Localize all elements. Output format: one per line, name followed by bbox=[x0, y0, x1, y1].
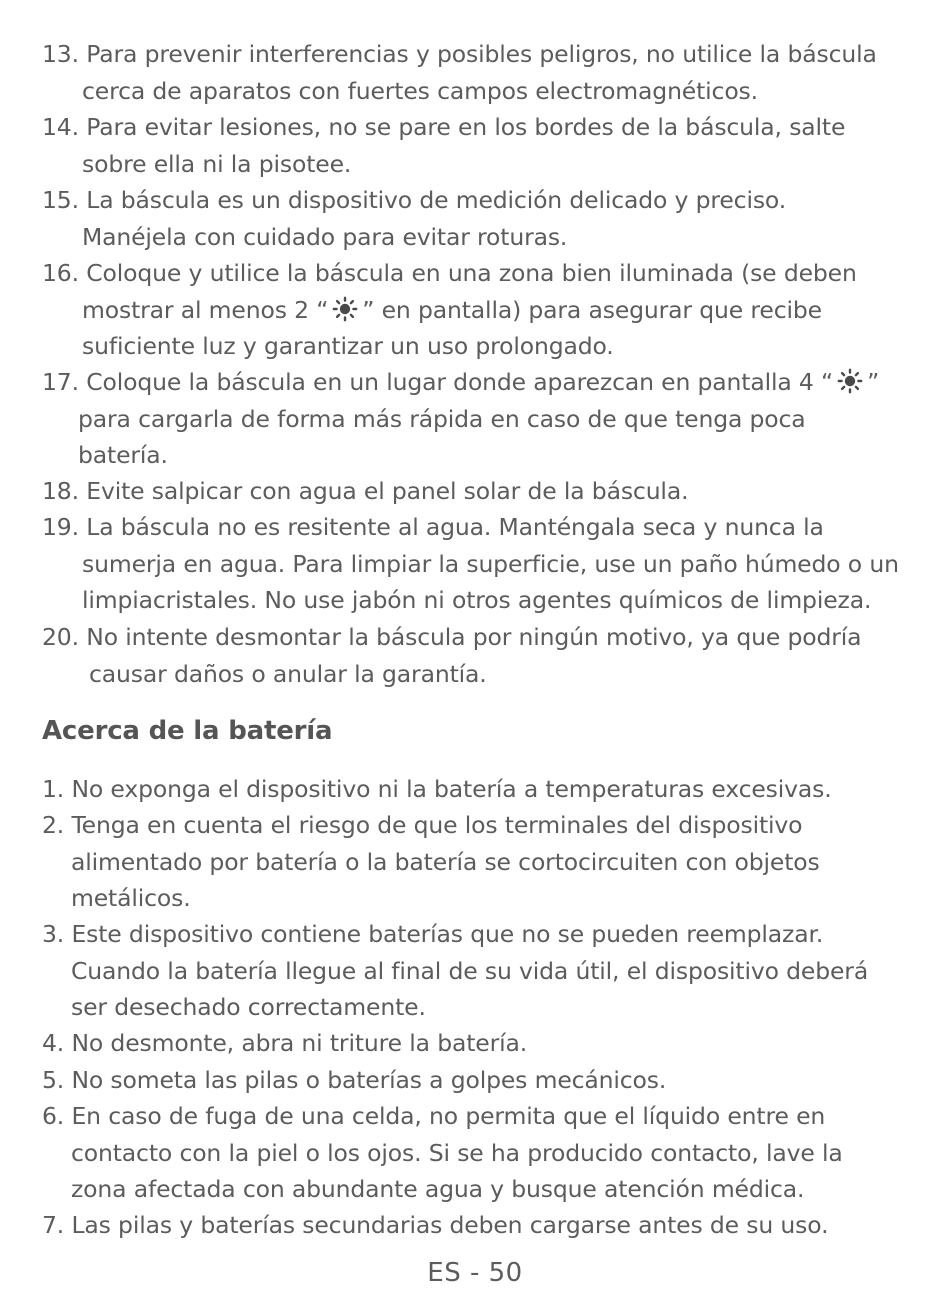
item-text: zona afectada con abundante agua y busque atención médica. bbox=[71, 1175, 805, 1203]
list-item bbox=[42, 1025, 527, 1062]
item-text: Coloque y utilice la báscula en una zona bien iluminada (se deben bbox=[86, 259, 857, 287]
item-number: 6. bbox=[42, 1102, 65, 1130]
item-text: ” bbox=[867, 368, 880, 396]
item-number: 16. bbox=[42, 259, 79, 287]
list-item bbox=[42, 916, 868, 1026]
item-number: 2. bbox=[42, 811, 65, 839]
item-number: 5. bbox=[42, 1066, 65, 1094]
list-item bbox=[42, 619, 861, 692]
item-text: limpiacristales. No use jabón ni otros agentes químicos de limpieza. bbox=[82, 586, 872, 614]
list-item bbox=[42, 255, 857, 365]
item-text: La báscula es un dispositivo de medición delicado y preciso. bbox=[86, 186, 787, 214]
item-text: Para prevenir interferencias y posibles peligros, no utilice la báscula bbox=[86, 40, 877, 68]
item-text: La báscula no es resitente al agua. Manténgala seca y nunca la bbox=[86, 513, 824, 541]
item-text: No desmonte, abra ni triture la batería. bbox=[71, 1029, 528, 1057]
item-number: 7. bbox=[42, 1211, 65, 1239]
item-text: Cuando la batería llegue al final de su vida útil, el dispositivo deberá bbox=[71, 956, 869, 985]
item-text: Este dispositivo contiene baterías que no se pueden reemplazar. bbox=[71, 920, 824, 948]
item-text: mostrar al menos 2 “ bbox=[82, 295, 329, 324]
list-item bbox=[42, 1062, 666, 1099]
list-item bbox=[42, 807, 820, 917]
item-text: metálicos. bbox=[71, 884, 191, 912]
item-text: En caso de fuga de una celda, no permita que el líquido entre en bbox=[71, 1102, 826, 1130]
sun-icon bbox=[837, 368, 863, 394]
item-text: ser desechado correctamente. bbox=[71, 993, 426, 1021]
item-number: 15. bbox=[42, 186, 79, 214]
list-item bbox=[42, 771, 832, 808]
item-text: Evite salpicar con agua el panel solar de la báscula. bbox=[86, 477, 689, 505]
item-number: 1. bbox=[42, 775, 65, 803]
sun-icon bbox=[332, 296, 358, 322]
list-item bbox=[42, 1207, 828, 1244]
section-heading-battery: Acerca de la batería bbox=[42, 716, 333, 746]
item-text: contacto con la piel o los ojos. Si se ha producido contacto, lave la bbox=[71, 1138, 843, 1167]
list-item bbox=[42, 182, 786, 255]
list-item bbox=[42, 509, 899, 619]
item-number: 20. bbox=[42, 623, 79, 651]
item-text: suficiente luz y garantizar un uso prolongado. bbox=[82, 332, 614, 360]
list-item bbox=[42, 36, 877, 109]
item-text: No intente desmontar la báscula por ningún motivo, ya que podría bbox=[86, 623, 862, 651]
item-text: Para evitar lesiones, no se pare en los bordes de la báscula, salte bbox=[86, 113, 846, 141]
item-text: No exponga el dispositivo ni la batería a temperaturas excesivas. bbox=[71, 775, 832, 803]
list-item bbox=[42, 473, 688, 510]
list-item bbox=[42, 109, 845, 182]
item-number: 14. bbox=[42, 113, 79, 141]
item-text: Tenga en cuenta el riesgo de que los terminales del dispositivo bbox=[71, 811, 803, 839]
item-number: 4. bbox=[42, 1029, 65, 1057]
item-text: ” en pantalla) para asegurar que recibe bbox=[362, 295, 822, 324]
page-number: ES - 50 bbox=[427, 1258, 523, 1288]
item-text: alimentado por batería o la batería se cortocircuiten con objetos bbox=[71, 847, 820, 876]
item-text: Coloque la báscula en un lugar donde aparezcan en pantalla 4 “ bbox=[86, 368, 834, 396]
item-text: para cargarla de forma más rápida en caso de que tenga poca bbox=[78, 404, 806, 433]
item-number: 19. bbox=[42, 513, 79, 541]
list-item bbox=[42, 1098, 843, 1208]
item-text: Manéjela con cuidado para evitar roturas. bbox=[82, 222, 568, 251]
list-item bbox=[42, 364, 879, 474]
item-number: 3. bbox=[42, 920, 65, 948]
item-number: 13. bbox=[42, 40, 79, 68]
item-text: sumerja en agua. Para limpiar la superficie, use un paño húmedo o un bbox=[82, 549, 899, 578]
item-text: sobre ella ni la pisotee. bbox=[82, 149, 352, 178]
item-number: 17. bbox=[42, 368, 79, 396]
item-text: Las pilas y baterías secundarias deben cargarse antes de su uso. bbox=[71, 1211, 829, 1239]
item-text: No someta las pilas o baterías a golpes mecánicos. bbox=[71, 1066, 667, 1094]
item-text: batería. bbox=[78, 441, 168, 469]
item-number: 18. bbox=[42, 477, 79, 505]
item-text: causar daños o anular la garantía. bbox=[89, 659, 487, 688]
item-text: cerca de aparatos con fuertes campos electromagnéticos. bbox=[82, 76, 758, 105]
